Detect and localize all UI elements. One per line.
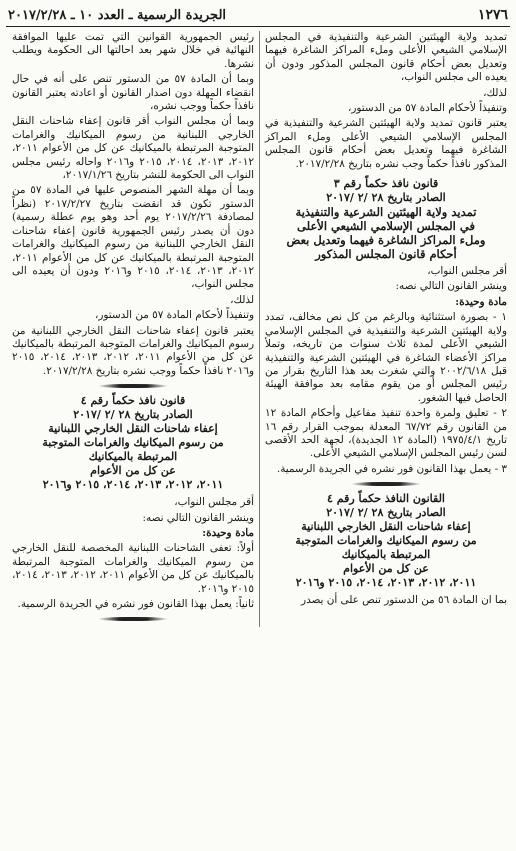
paragraph: وتنفيذاً لأحكام المادة ٥٧ من الدستور، xyxy=(94,309,254,322)
law-subject: المرتبطة بالميكانيك xyxy=(341,548,431,562)
law-subject: عن كل من الأعوام xyxy=(343,562,429,576)
paragraph: ٣ - يعمل بهذا القانون فور نشره في الجريدة الرسمية. xyxy=(276,462,507,475)
law-years: ٢٠١١، ٢٠١٢، ٢٠١٣، ٢٠١٤، ٢٠١٥ و٢٠١٦ xyxy=(42,478,224,492)
paragraph: أقر مجلس النواب، xyxy=(427,265,507,278)
paragraph: أولاً: تعفى الشاحنات اللبنانية المخصصة للنقل الخارجي من رسوم الميكانيك والغرامات المتوجبة المرتبطة بالميكانيك عن كل من الأعوام ٢٠١١، ٢٠١٢، ٢٠١٣، ٢٠١٤، ٢٠١٥ و٢٠١٦. xyxy=(12,542,254,595)
page-header xyxy=(6,4,510,27)
paragraph: رئيس الجمهورية القوانين التي تمت عليها الموافقة النهائية في خلال شهر بعد احالتها الى الحكومة ويطلب نشرها. xyxy=(12,31,254,70)
paragraph: ١ - بصورة استثنائية وبالرغم من كل نص مخالف، تمدد ولاية الهيئتين الشرعية والتنفيذية في المجلس الإسلامي الشيعي الأعلى لمدة ثلاث سنوات من تاريخه، وتملأ مراكز الأعضاء الشاغرة في الهيئتين الشرعية والتنفيذية قبل ٢٠٠٢/٦/١٨ والتي شغرت بعد هذا التاريخ بقرار من رئيس المجلس أو من يقوم مقامه بعد موافقة الهيئة الحاصل فيها الشغور. xyxy=(265,311,507,404)
paragraph: ثانياً: يعمل بهذا القانون فور نشره في الجريدة الرسمية. xyxy=(17,598,254,610)
section-divider xyxy=(98,384,168,388)
article-label: مادة وحيدة: xyxy=(202,526,254,539)
paragraph: بما ان المادة ٥٦ من الدستور تنص على أن يصدر xyxy=(301,594,507,607)
law-subject: تمديد ولاية الهيئتين الشرعية والتنفيذية xyxy=(295,205,477,220)
law-subject: من رسوم الميكانيك والغرامات المتوجبة xyxy=(42,436,224,450)
paragraph: لذلك، xyxy=(230,293,254,306)
law-subject: وملء المراكز الشاغرة فيهما وتعديل بعض xyxy=(286,233,486,248)
law-subject: عن كل من الأعوام xyxy=(90,464,176,478)
paragraph: ٢ - تعليق ولمرة واحدة تنفيذ مفاعيل وأحكام المادة ١٢ من القانون رقم ٦٧/٧٢ المعدلة بموجب القرار رقم ١٦ تاريخ ١٩٧٥/٤/١ (المادة ١٢ الجديدة)، لجهة الحد الأقصى لسن رئيس المجلس الإسلامي الشيعي الأعلى. xyxy=(265,407,507,460)
paragraph: يعتبر قانون تمديد ولاية الهيئتين الشرعية والتنفيذية في المجلس الإسلامي الشيعي الأعلى وملء المراكز الشاغرة فيهما وتعديل بعض أحكام قانون المجلس المذكور نافذاً حكماً وجب نشره بتاريخ ٢٠١٧/٢/٢٨. xyxy=(265,117,507,170)
paragraph: وبما أن مجلس النواب أقر قانون إعفاء شاحنات النقل الخارجي اللبنانية من رسوم الميكانيك والغرامات المتوجبة المرتبطة بالميكانيك عن كل من الأعوام ٢٠١١، ٢٠١٢، ٢٠١٣، ٢٠١٤، ٢٠١٥ و٢٠١٦ واحاله رئيس مجلس النواب الى الحكومة للنشر بتاريخ ٢٠١٧/١/٢٦، xyxy=(12,115,254,182)
paragraph: تمديد ولاية الهيئتين الشرعية والتنفيذية في المجلس الإسلامي الشيعي الأعلى وملء المراكز الشاغرة فيهما وتعديل بعض أحكام قانون المجلس المذكور ودون أن يعيده الى مجلس النواب، xyxy=(265,31,507,84)
paragraph: وبما أن مهلة الشهر المنصوص عليها في المادة ٥٧ من الدستور تكون قد انقضت بتاريخ ٢٠١٧/٢/٢٧ (نظراً لمصادفة ٢٠١٧/٢/٢٦ يوم أحد وهو يوم عطلة رسمية) دون أن يصدر رئيس الجمهورية قانون إعفاء شاحنات النقل الخارجي اللبنانية من رسوم الميكانيك والغرامات المتوجبة المرتبطة بالميكانيك عن كل من الأعوام ٢٠١١، ٢٠١٢، ٢٠١٣، ٢٠١٤، ٢٠١٥ و٢٠١٦ ودون أن يعيده الى مجلس النواب، xyxy=(12,184,254,291)
article-label: مادة وحيدة: xyxy=(455,295,507,308)
right-column xyxy=(262,31,510,627)
law-date: الصادر بتاريخ ٢٨ /٢ /٢٠١٧ xyxy=(326,191,446,205)
law-subject: من رسوم الميكانيك والغرامات المتوجبة xyxy=(295,534,477,548)
law-heading: قانون نافذ حكماً رقم ٣ xyxy=(333,177,439,191)
paragraph: أقر مجلس النواب، xyxy=(174,496,254,509)
issue-line: الجريدة الرسمية ـ العدد ١٠ ـ ٢٠١٧/٢/٢٨ xyxy=(8,7,227,23)
paragraph: لذلك، xyxy=(483,86,507,99)
section-divider xyxy=(351,482,421,486)
law-subject: المرتبطة بالميكانيك xyxy=(88,450,178,464)
law-subject: أحكام قانون المجلس المذكور xyxy=(315,247,457,262)
section-divider xyxy=(98,617,168,621)
law-subject: إعفاء شاحنات النقل الخارجي اللبنانية xyxy=(301,520,471,534)
left-column xyxy=(9,31,257,627)
columns xyxy=(6,31,510,627)
law-subject: إعفاء شاحنات النقل الخارجي اللبنانية xyxy=(48,422,218,436)
paragraph: وتنفيذاً لأحكام المادة ٥٧ من الدستور، xyxy=(347,102,507,115)
paragraph: يعتبر قانون إعفاء شاحنات النقل الخارجي اللبنانية من رسوم الميكانيك والغرامات المتوجبة المرتبطة بالميكانيك عن كل من الأعوام ٢٠١١، ٢٠١٢، ٢٠١٣، ٢٠١٤، ٢٠١٥ و٢٠١٦ نافذاً حكماً ووجب نشره بتاريخ ٢٠١٧/٢/٢٨. xyxy=(12,324,254,377)
law-heading: القانون النافذ حكماً رقم ٤ xyxy=(327,492,445,506)
paragraph: وينشر القانون التالي نصه: xyxy=(395,280,507,293)
law-date: الصادر بتاريخ ٢٨ /٢ /٢٠١٧ xyxy=(73,408,193,422)
law-years: ٢٠١١، ٢٠١٢، ٢٠١٣، ٢٠١٤، ٢٠١٥ و٢٠١٦ xyxy=(295,576,477,590)
column-rule xyxy=(259,31,260,627)
law-heading: قانون نافذ حكماً رقم ٤ xyxy=(80,394,186,408)
page-number: ١٢٧٦ xyxy=(477,7,508,23)
paragraph: وينشر القانون التالي نصه: xyxy=(142,511,254,524)
law-date: الصادر بتاريخ ٢٨ /٢ /٢٠١٧ xyxy=(326,506,446,520)
law-subject: في المجلس الإسلامي الشيعي الأعلى xyxy=(297,219,475,234)
paragraph: وبما أن المادة ٥٧ من الدستور تنص على أنه في حال انقضاء المهلة دون اصدار القانون أو اعادته يعتبر القانون نافذاً حكماً ووجب نشره، xyxy=(12,73,254,113)
